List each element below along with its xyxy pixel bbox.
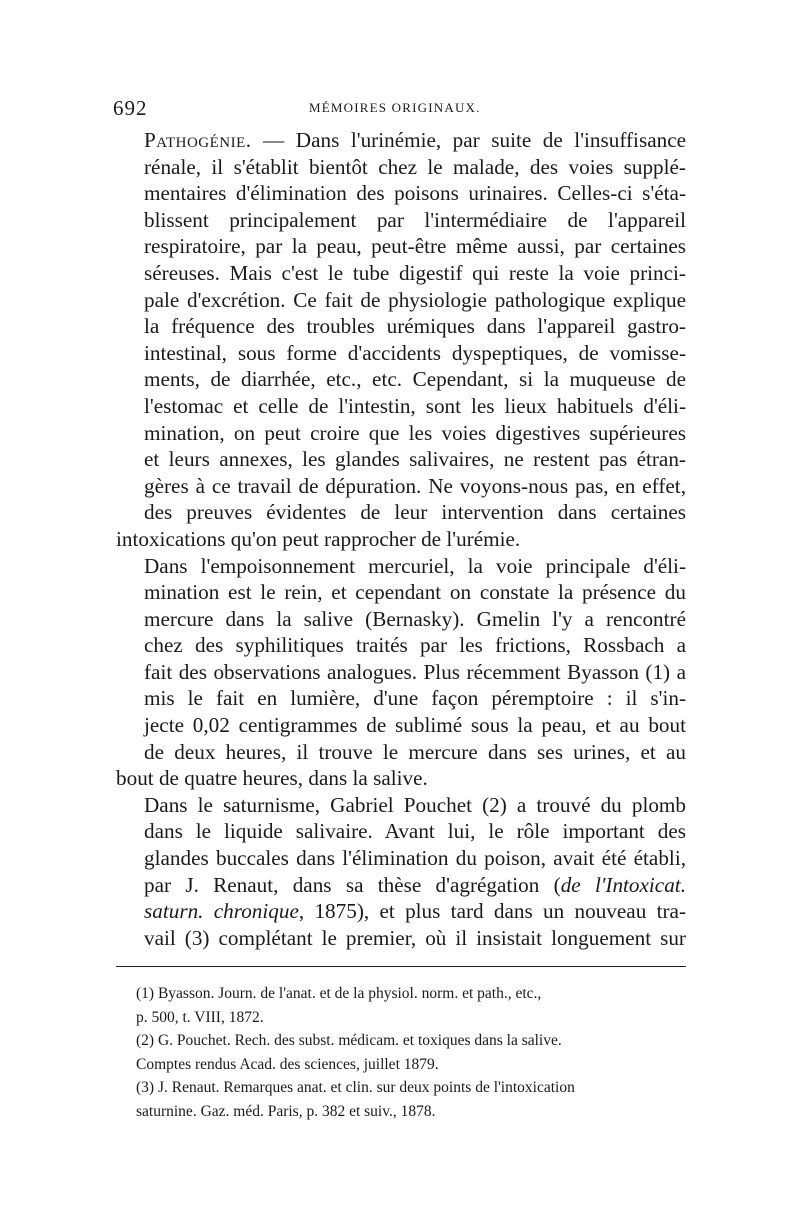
text-line: bout de quatre heures, dans la salive.	[116, 766, 428, 791]
footnote-3: (3) J. Renaut. Remarques anat. et clin. sur deux points de l'intoxication saturnine. Gaz. méd. Paris, p. 382 et suiv., 1878.	[136, 1079, 575, 1120]
text-line: saturn. chronique, 1875), et plus tard dans un nouveau tra-	[144, 899, 686, 924]
text-line: Pathogénie. — Dans l'urinémie, par suite de l'insuffisance	[144, 128, 686, 152]
italic-title: de l'Intoxicat.	[560, 872, 686, 897]
text-line: dans le liquide salivaire. Avant lui, le rôle important des	[144, 819, 686, 844]
text-line: jecte 0,02 centigrammes de sublimé sous la peau, et au bout	[144, 713, 686, 738]
text-line: mination, on peut croire que les voies digestives supérieures	[144, 420, 686, 445]
text-line: blissent principalement par l'intermédiaire de l'appareil	[144, 207, 686, 232]
text-line: mis le fait en lumière, d'une façon péremptoire : il s'in-	[144, 686, 686, 711]
paragraph-mercure-end	[116, 765, 686, 792]
text-line: et leurs annexes, les glandes salivaires, ne restent pas étran-	[144, 447, 686, 472]
text-line: fait des observations analogues. Plus récemment Byasson (1) a	[144, 659, 686, 684]
text-line: la fréquence des troubles urémiques dans l'appareil gastro-	[144, 314, 686, 339]
italic-title: saturn. chronique	[144, 899, 299, 924]
footnote-2: (2) G. Pouchet. Rech. des subst. médicam. et toxiques dans la salive. Comptes rendus Acad. des sciences, juillet 1879.	[136, 1032, 562, 1073]
footnote-1: (1) Byasson. Journ. de l'anat. et de la physiol. norm. et path., etc., p. 500, t. VIII, 1872.	[136, 985, 542, 1026]
text-line: mination est le rein, et cependant on constate la présence du	[144, 580, 686, 605]
text-line: mercure dans la salive (Bernasky). Gmelin l'y a rencontré	[144, 606, 686, 631]
text-line: l'estomac et celle de l'intestin, sont les lieux habituels d'éli-	[144, 393, 686, 418]
paragraph-saturnisme	[116, 792, 686, 952]
text-line: de deux heures, il trouve le mercure dans ses urines, et au	[144, 739, 686, 764]
paragraph-mercure	[116, 553, 686, 766]
paragraph-pathogenie-end	[116, 526, 686, 553]
text-line: Dans le saturnisme, Gabriel Pouchet (2) a trouvé du plomb	[144, 792, 686, 817]
page-header	[113, 96, 685, 124]
text-line: vail (3) complétant le premier, où il insistait longuement sur	[144, 925, 686, 950]
text-line: respiratoire, par la peau, peut-être même aussi, par certaines	[144, 234, 686, 259]
text-line: chez des syphilitiques traités par les frictions, Rossbach a	[144, 633, 686, 658]
main-text	[116, 127, 686, 951]
text-line: ments, de diarrhée, etc., etc. Cependant, si la muqueuse de	[144, 367, 686, 392]
footnotes	[116, 982, 686, 1123]
text-line: par J. Renaut, dans sa thèse d'agrégation (de l'Intoxicat.	[144, 872, 686, 897]
page-number: 692	[113, 96, 148, 120]
text-line: rénale, il s'établit bientôt chez le malade, des voies supplé-	[144, 154, 686, 179]
text-line: des preuves évidentes de leur intervention dans certaines	[144, 500, 686, 525]
text-line: glandes buccales dans l'élimination du poison, avait été établi,	[144, 846, 686, 871]
text-line: intoxications qu'on peut rapprocher de l'urémie.	[116, 526, 521, 551]
text-line: pale d'excrétion. Ce fait de physiologie pathologique explique	[144, 287, 686, 312]
running-title: MÉMOIRES ORIGINAUX.	[309, 100, 481, 115]
footnote-separator	[116, 966, 686, 967]
paragraph-pathogenie	[116, 127, 686, 526]
text-line: mentaires d'élimination des poisons urinaires. Celles-ci s'éta-	[144, 181, 686, 206]
text-line: séreuses. Mais c'est le tube digestif qui reste la voie princi-	[144, 260, 686, 285]
text-line: gères à ce travail de dépuration. Ne voyons-nous pas, en effet,	[144, 473, 686, 498]
text-line: intestinal, sous forme d'accidents dyspeptiques, de vomisse-	[144, 340, 686, 365]
section-lead: Pathogénie.	[144, 128, 252, 152]
text-line: Dans l'empoisonnement mercuriel, la voie principale d'éli-	[144, 553, 686, 578]
